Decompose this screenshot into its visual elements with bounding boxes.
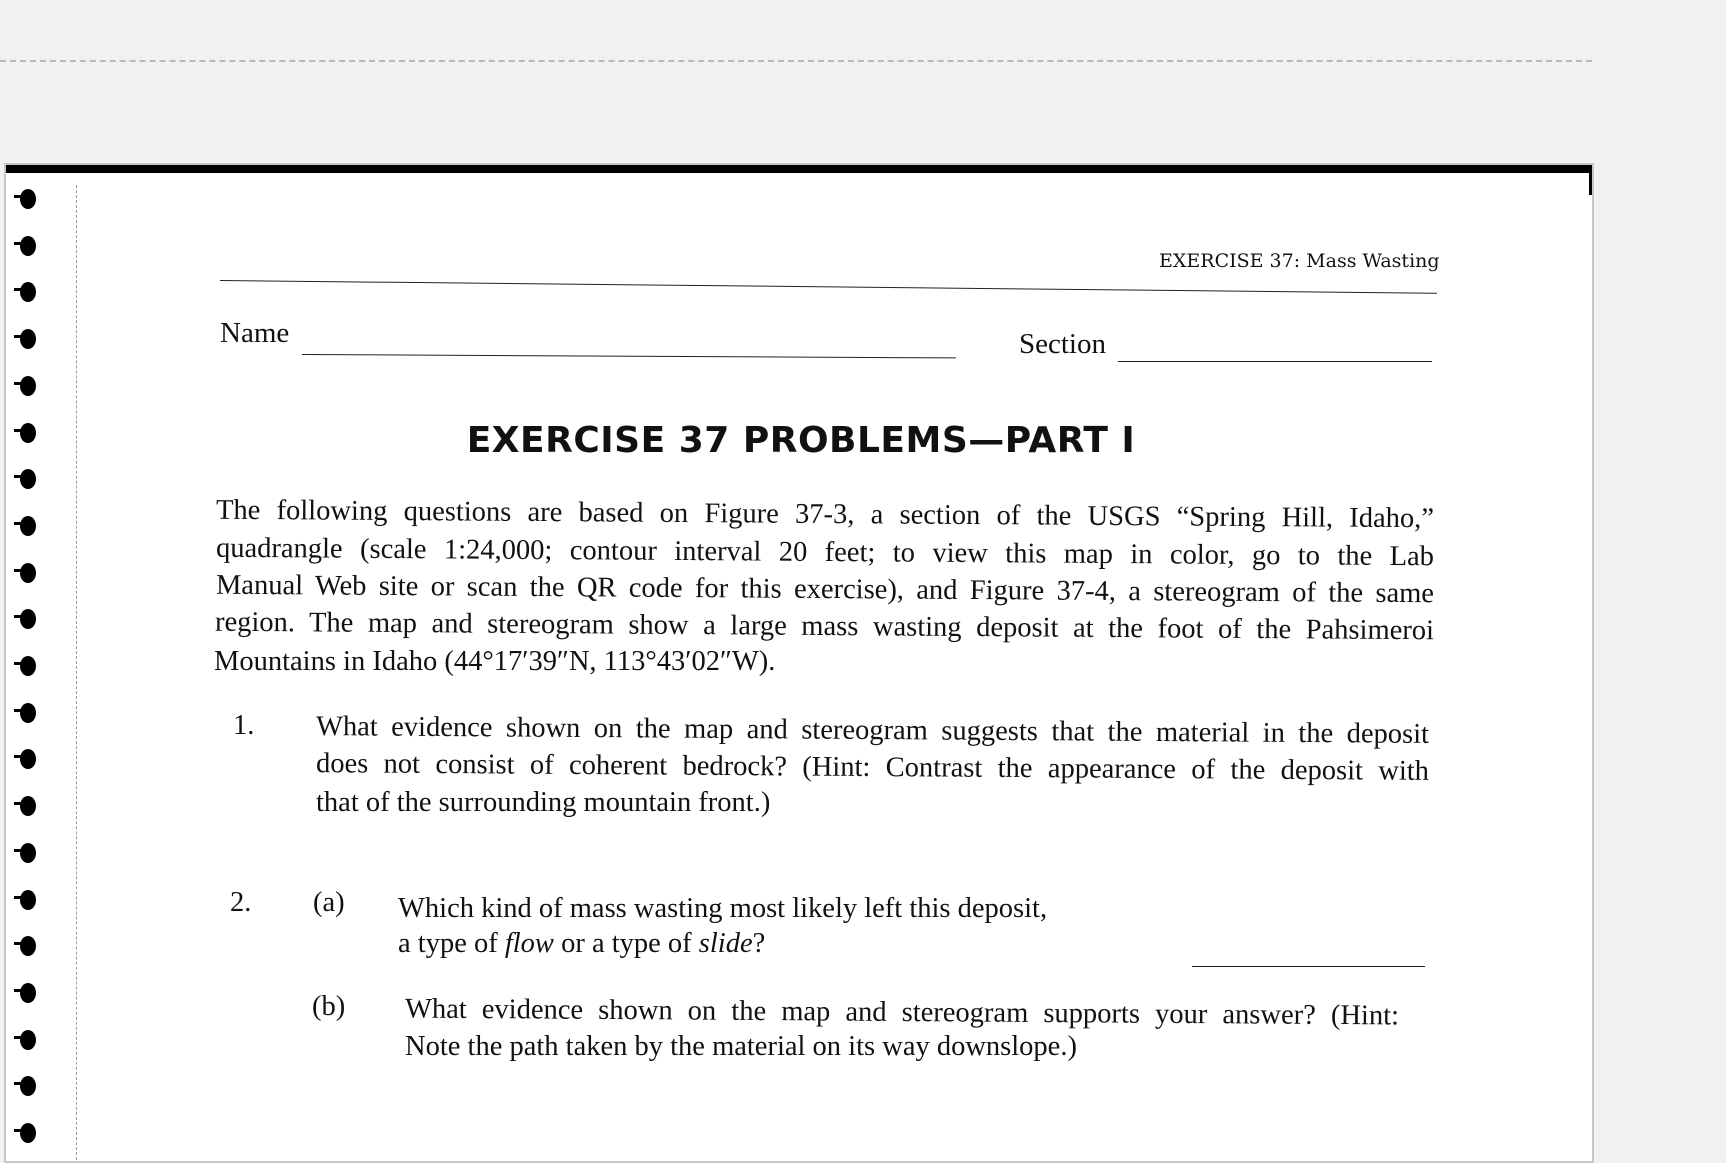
intro-line: Manual Web site or scan the QR code for this exercise), and Figure 37-4, a stereogram of the same	[215, 569, 1435, 610]
binding-ring	[14, 1028, 36, 1052]
perforation-line	[76, 185, 77, 1163]
name-field[interactable]	[302, 354, 956, 358]
part-label: (a)	[313, 887, 345, 918]
name-label: Name	[220, 317, 290, 349]
binding-ring	[14, 514, 36, 538]
text: ?	[752, 928, 766, 959]
section-label: Section	[1019, 328, 1106, 360]
binding-ring	[14, 747, 36, 771]
emphasis-flow: flow	[504, 928, 554, 959]
binding-ring	[14, 1074, 36, 1098]
binding-ring	[14, 187, 36, 211]
question-line: What evidence shown on the map and stereogram supports your answer? (Hint:	[404, 993, 1400, 1032]
binding-ring	[14, 280, 36, 304]
intro-line: region. The map and stereogram show a large mass wasting deposit at the foot of the Pahsimeroi	[214, 606, 1435, 647]
scan-edge	[6, 165, 1592, 173]
binding-ring	[14, 701, 36, 725]
page-separator	[0, 60, 1592, 62]
binding-ring	[14, 374, 36, 398]
emphasis-slide: slide	[698, 928, 753, 959]
binding-ring	[14, 841, 36, 865]
intro-line: Mountains in Idaho (44°17′39″N, 113°43′02″W).	[214, 646, 776, 677]
scan-edge-right	[1589, 165, 1592, 195]
part-label: (b)	[312, 991, 346, 1022]
section-field[interactable]	[1118, 361, 1432, 362]
document-page	[4, 163, 1594, 1163]
intro-line: quadrangle (scale 1:24,000; contour interval 20 feet; to view this map in color, go to the Lab	[215, 532, 1435, 573]
binding-ring	[14, 888, 36, 912]
question-line: Which kind of mass wasting most likely left this deposit,	[398, 893, 1048, 924]
binding-ring	[14, 981, 36, 1005]
binding-ring	[14, 561, 36, 585]
question-number: 2.	[230, 887, 252, 918]
intro-line: The following questions are based on Figure 37-3, a section of the USGS “Spring Hill, Idaho,”	[215, 494, 1435, 535]
question-line	[398, 928, 765, 960]
binding-ring	[14, 794, 36, 818]
binding-ring	[14, 1121, 36, 1145]
binding-ring	[14, 467, 36, 491]
binding-ring	[14, 654, 36, 678]
question-line: that of the surrounding mountain front.)	[316, 787, 771, 818]
running-header: EXERCISE 37: Mass Wasting	[1159, 250, 1440, 272]
page-title: EXERCISE 37 PROBLEMS—PART I	[466, 420, 1136, 461]
question-number: 1.	[233, 710, 255, 741]
text: or a type of	[553, 928, 699, 959]
question-line: What evidence shown on the map and stereogram suggests that the material in the deposit	[315, 711, 1430, 750]
binding-ring	[14, 934, 36, 958]
binding-ring	[14, 607, 36, 631]
text: a type of	[398, 928, 505, 959]
answer-line[interactable]	[1192, 966, 1425, 967]
binding-ring	[14, 234, 36, 258]
binding-ring	[14, 327, 36, 351]
question-line: does not consist of coherent bedrock? (Hint: Contrast the appearance of the deposit with	[315, 748, 1430, 787]
question-line: Note the path taken by the material on its way downslope.)	[405, 1031, 1077, 1062]
header-rule	[220, 280, 1437, 294]
